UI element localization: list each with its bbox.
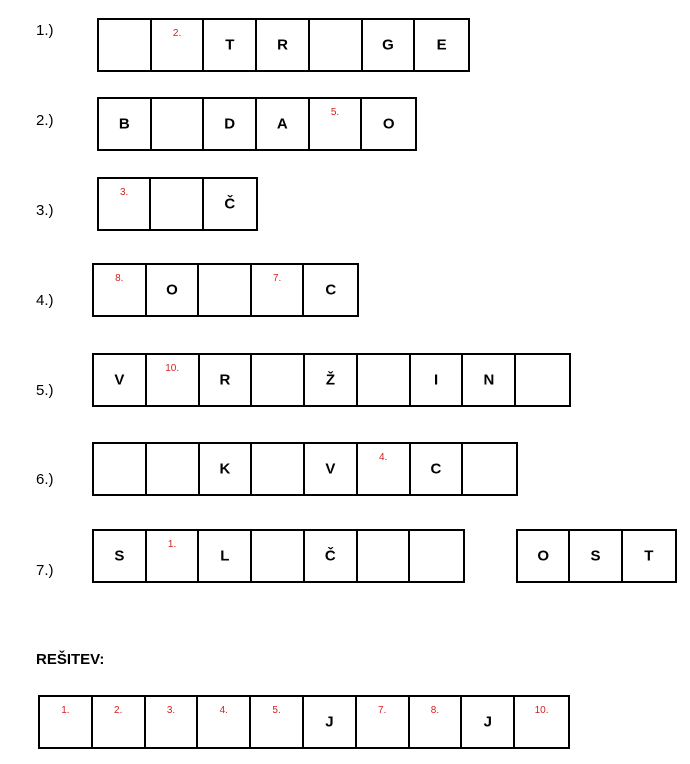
row-7-part-1-cell-7[interactable] — [410, 531, 463, 581]
cell-letter: L — [220, 547, 230, 565]
row-2-cell-6[interactable] — [362, 99, 415, 149]
solution-index-number: 1. — [167, 539, 177, 550]
row-3-grid — [97, 177, 258, 231]
cell-letter: O — [382, 115, 395, 133]
row-7-part-1-cell-5[interactable] — [305, 531, 358, 581]
row-4-cell-4[interactable] — [252, 265, 305, 315]
cell-letter: Ž — [325, 371, 336, 389]
solution-index-number: 10. — [534, 705, 549, 716]
row-7-part-2-cell-2[interactable] — [570, 531, 622, 581]
row-label-2: 2.) — [36, 112, 54, 129]
cell-letter: N — [483, 371, 495, 389]
row-5-cell-4[interactable] — [252, 355, 305, 405]
row-7-part-1-grid — [92, 529, 465, 583]
cell-letter: S — [114, 547, 125, 565]
row-label-4: 4.) — [36, 292, 54, 309]
row-2-cell-2[interactable] — [152, 99, 205, 149]
cell-letter: R — [219, 371, 231, 389]
solution-index-number: 4. — [219, 705, 228, 716]
cell-letter: I — [433, 371, 439, 389]
row-2-cell-3[interactable] — [204, 99, 257, 149]
row-7-part-1-cell-4[interactable] — [252, 531, 305, 581]
cell-letter: G — [382, 36, 394, 54]
row-4-grid — [92, 263, 359, 317]
solution-index-number: 7. — [378, 705, 387, 716]
solution-index-number: 8. — [115, 273, 124, 284]
solution-cell-2[interactable] — [93, 697, 146, 747]
row-1-cell-4[interactable] — [257, 20, 310, 70]
solution-index-number: 4. — [378, 452, 388, 463]
row-label-1: 1.) — [36, 22, 54, 39]
solution-index-number: 2. — [114, 705, 123, 716]
row-5-cell-7[interactable] — [411, 355, 464, 405]
row-6-cell-2[interactable] — [147, 444, 200, 494]
solution-cell-6[interactable] — [304, 697, 357, 747]
row-1-cell-3[interactable] — [204, 20, 257, 70]
solution-index-number: 10. — [165, 363, 180, 374]
row-5-cell-5[interactable] — [305, 355, 358, 405]
row-5-cell-2[interactable] — [147, 355, 200, 405]
solution-index-number: 5. — [272, 705, 281, 716]
cell-letter: E — [436, 36, 447, 54]
row-1-cell-5[interactable] — [310, 20, 363, 70]
solution-index-number: 3. — [120, 187, 129, 198]
row-6-cell-3[interactable] — [200, 444, 253, 494]
cell-letter: B — [118, 115, 130, 133]
solution-cell-3[interactable] — [146, 697, 199, 747]
row-7-part-1-cell-2[interactable] — [147, 531, 200, 581]
row-3-cell-3[interactable] — [204, 179, 256, 229]
row-label-5: 5.) — [36, 382, 54, 399]
row-6-grid — [92, 442, 518, 496]
solution-grid — [38, 695, 570, 749]
row-2-cell-1[interactable] — [99, 99, 152, 149]
row-5-cell-6[interactable] — [358, 355, 411, 405]
row-7-part-2-grid — [516, 529, 677, 583]
cell-letter: C — [430, 460, 442, 478]
solution-cell-4[interactable] — [198, 697, 251, 747]
cell-letter: T — [644, 547, 654, 565]
row-4-cell-1[interactable] — [94, 265, 147, 315]
row-7-part-1-cell-1[interactable] — [94, 531, 147, 581]
solution-cell-5[interactable] — [251, 697, 304, 747]
row-1-grid — [97, 18, 470, 72]
cell-letter: T — [225, 36, 235, 54]
row-5-cell-3[interactable] — [200, 355, 253, 405]
solution-cell-9[interactable] — [462, 697, 515, 747]
row-1-cell-1[interactable] — [99, 20, 152, 70]
row-1-cell-2[interactable] — [152, 20, 205, 70]
solution-index-number: 5. — [330, 107, 340, 118]
cell-letter: Č — [324, 547, 336, 565]
solution-cell-1[interactable] — [40, 697, 93, 747]
solution-title: REŠITEV: — [36, 651, 105, 668]
solution-index-number: 2. — [172, 28, 182, 39]
row-7-part-1-cell-6[interactable] — [358, 531, 411, 581]
row-7-part-2-cell-1[interactable] — [518, 531, 570, 581]
row-6-cell-4[interactable] — [252, 444, 305, 494]
row-label-7: 7.) — [36, 562, 54, 579]
row-4-cell-5[interactable] — [304, 265, 357, 315]
row-6-cell-5[interactable] — [305, 444, 358, 494]
row-5-cell-9[interactable] — [516, 355, 569, 405]
cell-letter: O — [537, 547, 549, 565]
cell-letter: A — [276, 115, 288, 133]
row-7-part-1-cell-3[interactable] — [199, 531, 252, 581]
row-label-3: 3.) — [36, 202, 54, 219]
solution-index-number: 7. — [272, 273, 282, 284]
solution-index-number: 1. — [61, 705, 70, 716]
row-7-part-2-cell-3[interactable] — [623, 531, 675, 581]
row-3-cell-2[interactable] — [151, 179, 203, 229]
row-5-grid — [92, 353, 571, 407]
row-5-cell-1[interactable] — [94, 355, 147, 405]
row-6-cell-7[interactable] — [411, 444, 464, 494]
row-2-cell-5[interactable] — [310, 99, 363, 149]
row-4-cell-2[interactable] — [147, 265, 200, 315]
cell-letter: J — [483, 713, 492, 731]
row-1-cell-7[interactable] — [415, 20, 468, 70]
row-6-cell-1[interactable] — [94, 444, 147, 494]
row-2-grid — [97, 97, 417, 151]
solution-index-number: 8. — [430, 705, 440, 716]
row-2-cell-4[interactable] — [257, 99, 310, 149]
solution-cell-8[interactable] — [410, 697, 463, 747]
solution-cell-7[interactable] — [357, 697, 410, 747]
row-5-cell-8[interactable] — [463, 355, 516, 405]
row-4-cell-3[interactable] — [199, 265, 252, 315]
cell-letter: D — [224, 115, 236, 133]
row-6-cell-8[interactable] — [463, 444, 516, 494]
cell-letter: R — [277, 36, 288, 54]
cell-letter: J — [325, 713, 334, 731]
cell-letter: Č — [224, 195, 236, 213]
row-6-cell-6[interactable] — [358, 444, 411, 494]
solution-cell-10[interactable] — [515, 697, 568, 747]
cell-letter: S — [590, 547, 601, 565]
cell-letter: O — [166, 281, 178, 299]
solution-index-number: 3. — [166, 705, 176, 716]
cell-letter: K — [219, 460, 231, 478]
cell-letter: C — [325, 281, 337, 299]
cell-letter: V — [325, 460, 336, 478]
row-1-cell-6[interactable] — [363, 20, 416, 70]
cell-letter: V — [114, 371, 125, 389]
row-3-cell-1[interactable] — [99, 179, 151, 229]
row-label-6: 6.) — [36, 471, 54, 488]
